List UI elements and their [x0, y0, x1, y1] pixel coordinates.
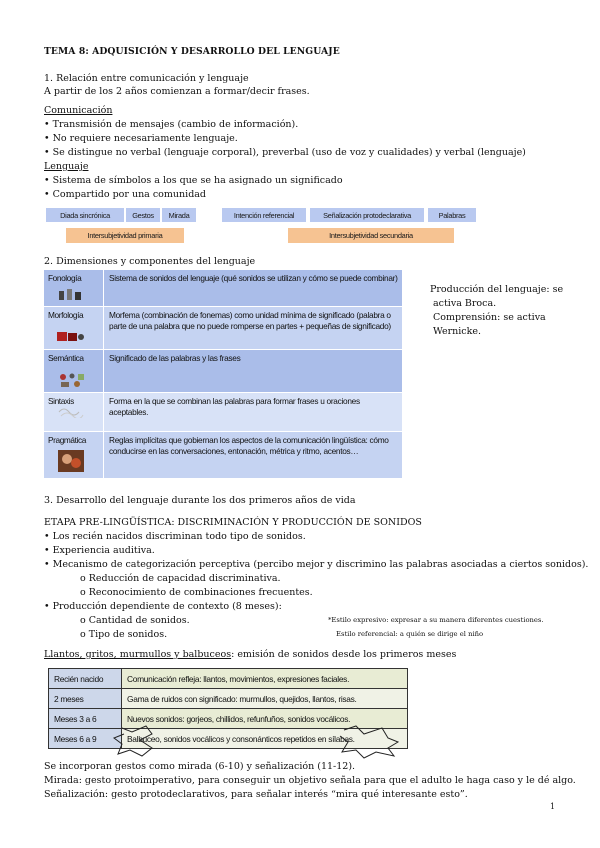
comunicacion-item: • No requiere necesariamente lenguaje.: [44, 133, 238, 144]
chip-mirada: Mirada: [162, 208, 196, 222]
pragmatics-photo-icon: [58, 450, 84, 472]
llantos-rest: : emisión de sonidos desde los primeros meses: [231, 649, 457, 660]
dimension-label: Semántica: [44, 350, 104, 392]
comunicacion-label: Comunicación: [44, 105, 113, 116]
stage-desc: Nuevos sonidos: gorjeos, chillidos, refunfuños, sonidos vocálicos.: [122, 709, 408, 729]
etapa-subitem: o Reducción de capacidad discriminativa.: [80, 573, 281, 584]
llantos-label: Llantos, gritos, murmullos y balbuceos: [44, 649, 232, 660]
dimension-label: Sintaxis: [44, 393, 104, 431]
dimension-desc: Reglas implícitas que gobiernan los aspectos de la comunicación lingüística: cómo conducirse en las conversaciones, entonación, métrica y ritmo, acentos…: [104, 432, 402, 478]
lenguaje-item: • Sistema de símbolos a los que se ha asignado un significado: [44, 175, 343, 186]
etapa-item: • Experiencia auditiva.: [44, 545, 155, 556]
dimension-label: Pragmática: [44, 432, 104, 478]
page-number: 1: [550, 802, 556, 811]
comunicacion-item: • Se distingue no verbal (lenguaje corporal), preverbal (uso de voz y cualidades) y verbal (lenguaje): [44, 147, 526, 158]
chip-intencion-referencial: Intención referencial: [222, 208, 306, 222]
style-note: *Estilo expresivo: expresar a su manera diferentes cuestiones.: [328, 616, 544, 624]
comunicacion-item: • Transmisión de mensajes (cambio de información).: [44, 119, 299, 130]
section-2-heading: 2. Dimensiones y componentes del lenguaje: [44, 256, 256, 267]
dimension-desc: Morfema (combinación de fonemas) como unidad mínima de significado (palabra o parte de una palabra que no puede romperse en partes + pequeñas de significado): [104, 307, 402, 349]
dimension-desc: Significado de las palabras y las frases: [104, 350, 402, 392]
llantos-line: [44, 648, 456, 661]
stage-desc: Balbuceo, sonidos vocálicos y consonánticos repetidos en sílabas.: [122, 729, 408, 749]
chip-intersubjetividad-secundaria: Intersubjetividad secundaria: [288, 228, 454, 243]
stage-age: Recién nacido: [49, 669, 122, 689]
stage-row: [49, 669, 408, 689]
section-1-heading: 1. Relación entre comunicación y lenguaje: [44, 73, 249, 84]
section-3-heading: 3. Desarrollo del lenguaje durante los dos primeros años de vida: [44, 495, 356, 506]
chip-gestos: Gestos: [126, 208, 160, 222]
side-note: Producción del lenguaje: se: [430, 284, 564, 295]
phonology-figures-icon: [58, 288, 84, 302]
page-title: TEMA 8: ADQUISICIÓN Y DESARROLLO DEL LENGUAJE: [44, 46, 340, 57]
chip-palabras: Palabras: [428, 208, 476, 222]
stage-row: [49, 689, 408, 709]
side-note: activa Broca.: [433, 298, 497, 309]
side-note: Wernicke.: [433, 326, 482, 337]
section-1-intro: A partir de los 2 años comienzan a formar/decir frases.: [44, 86, 310, 97]
side-note: Comprensión: se activa: [433, 312, 546, 323]
zigzag-callouts-decoration: [112, 724, 412, 760]
dimension-row: [44, 432, 402, 479]
dimension-desc: Forma en la que se combinan las palabras para formar frases u oraciones aceptables.: [104, 393, 402, 431]
chip-diada-sincronica: Diada sincrónica: [46, 208, 124, 222]
semantics-pictures-icon: [58, 372, 88, 388]
etapa-subitem: o Reconocimiento de combinaciones frecuentes.: [80, 587, 313, 598]
after-line: Señalización: gesto protodeclarativos, para señalar interés “mira qué interesante esto”.: [44, 789, 468, 800]
stage-age: 2 meses: [49, 689, 122, 709]
dimension-label: Fonología: [44, 270, 104, 306]
lenguaje-label: Lenguaje: [44, 161, 89, 172]
lenguaje-item: • Compartido por una comunidad: [44, 189, 207, 200]
etapa-heading: ETAPA PRE-LINGÜÍSTICA: DISCRIMINACIÓN Y PRODUCCIÓN DE SONIDOS: [44, 517, 422, 528]
etapa-item: • Mecanismo de categorización perceptiva (percibo mejor y discrimino las palabras asociadas a ciertos sonidos).: [44, 559, 589, 570]
stage-desc: Comunicación refleja: llantos, movimientos, expresiones faciales.: [122, 669, 408, 689]
dimension-desc: Sistema de sonidos del lenguaje (qué sonidos se utilizan y cómo se puede combinar): [104, 270, 402, 306]
style-note: Estilo referencial: a quién se dirige el niño: [336, 630, 484, 638]
morphology-puzzle-icon: [56, 330, 86, 342]
after-line: Se incorporan gestos como mirada (6-10) y señalización (11-12).: [44, 761, 356, 772]
stage-age: Meses 3 a 6: [49, 709, 122, 729]
dimension-row: [44, 350, 402, 393]
dimension-row: [44, 270, 402, 307]
chip-intersubjetividad-primaria: Intersubjetividad primaria: [66, 228, 184, 243]
syntax-scribble-icon: [58, 404, 84, 418]
dimensions-table: [44, 270, 402, 479]
etapa-item: • Producción dependiente de contexto (8 meses):: [44, 601, 282, 612]
dimension-label: Morfología: [44, 307, 104, 349]
etapa-item: • Los recién nacidos discriminan todo tipo de sonidos.: [44, 531, 306, 542]
dimension-row: [44, 393, 402, 432]
chip-senalizacion-protodeclarativa: Señalización protodeclarativa: [310, 208, 424, 222]
etapa-subitem: o Tipo de sonidos.: [80, 629, 168, 640]
etapa-subitem: o Cantidad de sonidos.: [80, 615, 190, 626]
stage-age: Meses 6 a 9: [49, 729, 122, 749]
dimension-row: [44, 307, 402, 350]
stage-desc: Gama de ruidos con significado: murmullos, quejidos, llantos, risas.: [122, 689, 408, 709]
after-line: Mirada: gesto protoimperativo, para conseguir un objetivo señala para que el adulto le haga caso y le dé algo.: [44, 775, 576, 786]
